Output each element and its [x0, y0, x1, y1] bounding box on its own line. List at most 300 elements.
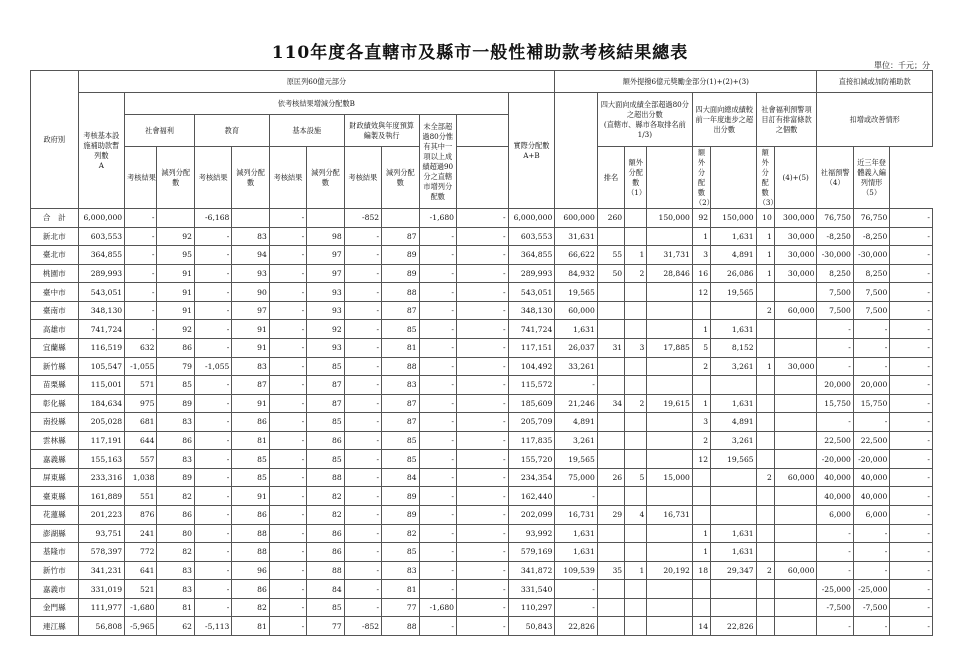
cell-e2: 1,631	[711, 320, 757, 339]
cell-s45: -25,000	[817, 580, 853, 599]
cell-e1: 31,731	[647, 246, 693, 265]
cell-s45: -30,000	[817, 246, 853, 265]
cell-fa: -	[419, 338, 456, 357]
cell-n90: -	[456, 227, 508, 246]
table-row	[31, 598, 933, 617]
cell-name: 嘉義縣	[31, 450, 79, 469]
cell-cw	[756, 543, 774, 562]
cell-e3	[774, 543, 817, 562]
cell-wa: -	[194, 543, 231, 562]
cell-s45: -	[817, 413, 853, 432]
cell-ex: 600,000	[555, 209, 598, 228]
cell-n90: -	[456, 524, 508, 543]
col-extra-total	[555, 93, 598, 209]
cell-name: 澎湖縣	[31, 524, 79, 543]
cell-c80	[597, 450, 624, 469]
cell-act: 341,872	[508, 561, 555, 580]
cell-wa: -	[194, 376, 231, 395]
cell-ws: 92	[157, 227, 194, 246]
cell-a: 205,028	[78, 413, 125, 432]
cell-e3	[774, 487, 817, 506]
cell-cp: 2	[692, 431, 710, 450]
cell-s45: -	[817, 524, 853, 543]
cell-e2: 26,086	[711, 264, 757, 283]
cell-ex: 31,631	[555, 227, 598, 246]
col-education: 教育	[194, 115, 269, 147]
cell-fs: 81	[382, 338, 419, 357]
cell-e2: 1,631	[711, 394, 757, 413]
cell-es: 91	[232, 338, 269, 357]
cell-e1	[647, 413, 693, 432]
cell-is: 93	[307, 301, 344, 320]
cell-c80: 35	[597, 561, 624, 580]
col-extra-3: 額外分配數（3）	[756, 147, 774, 209]
cell-e1: 16,731	[647, 506, 693, 525]
cell-name: 屏東縣	[31, 468, 79, 487]
cell-cw: 1	[756, 357, 774, 376]
cell-ia: -	[344, 450, 381, 469]
cell-wa: -	[194, 580, 231, 599]
cell-cp: 5	[692, 338, 710, 357]
cell-cp: 1	[692, 543, 710, 562]
cell-e1	[647, 450, 693, 469]
cell-cw	[756, 487, 774, 506]
cell-e2: 22,826	[711, 617, 757, 636]
cell-s4: -	[853, 320, 889, 339]
cell-e2: 1,631	[711, 227, 757, 246]
cell-ex: 4,891	[555, 413, 598, 432]
table-row	[31, 338, 933, 357]
cell-wa: -	[194, 431, 231, 450]
cell-n90: -	[456, 617, 508, 636]
cell-fs: 88	[382, 283, 419, 302]
cell-es: 81	[232, 431, 269, 450]
cell-b: 551	[125, 487, 157, 506]
cell-ia: -852	[344, 209, 381, 228]
cell-rk	[625, 543, 647, 562]
cell-c80	[597, 376, 624, 395]
cell-e3	[774, 450, 817, 469]
col-region: 政府別	[31, 71, 79, 209]
cell-s4: 40,000	[853, 468, 889, 487]
cell-act: 155,720	[508, 450, 555, 469]
cell-fs: 88	[382, 357, 419, 376]
cell-cw: 1	[756, 264, 774, 283]
cell-rk	[625, 413, 647, 432]
cell-fs: 88	[382, 617, 419, 636]
cell-wa: -6,168	[194, 209, 231, 228]
cell-ea: -	[269, 524, 306, 543]
cell-a: 105,547	[78, 357, 125, 376]
cell-s45: 40,000	[817, 487, 853, 506]
cell-c80	[597, 431, 624, 450]
cell-ex: -	[555, 487, 598, 506]
cell-wa: -	[194, 450, 231, 469]
cell-b: 521	[125, 580, 157, 599]
cell-ea: -	[269, 580, 306, 599]
cell-e3	[774, 283, 817, 302]
col-extra-2: 額外分配數（2）	[692, 147, 710, 209]
cell-s4: 7,500	[853, 301, 889, 320]
cell-name: 彰化縣	[31, 394, 79, 413]
cell-is: 85	[307, 450, 344, 469]
cell-cw	[756, 450, 774, 469]
cell-ws: 83	[157, 413, 194, 432]
cell-act: 115,572	[508, 376, 555, 395]
cell-ia: -	[344, 413, 381, 432]
cell-a: 364,855	[78, 246, 125, 265]
cell-fa: -1,680	[419, 209, 456, 228]
table-row	[31, 617, 933, 636]
cell-s45: -8,250	[817, 227, 853, 246]
cell-fs: 87	[382, 394, 419, 413]
cell-cw	[756, 506, 774, 525]
table-body	[31, 209, 933, 636]
cell-name: 高雄市	[31, 320, 79, 339]
cell-rk	[625, 301, 647, 320]
cell-ia: -	[344, 524, 381, 543]
cell-es: 90	[232, 283, 269, 302]
cell-ex: 26,037	[555, 338, 598, 357]
table-row	[31, 357, 933, 376]
cell-cw	[756, 283, 774, 302]
cell-c80: 26	[597, 468, 624, 487]
table-row	[31, 524, 933, 543]
cell-ea: -	[269, 227, 306, 246]
cell-rk	[625, 431, 647, 450]
cell-wa: -	[194, 524, 231, 543]
cell-b: 644	[125, 431, 157, 450]
cell-ea: -	[269, 450, 306, 469]
cell-wa: -	[194, 227, 231, 246]
cell-s5: -	[890, 246, 933, 265]
cell-rk	[625, 209, 647, 228]
cell-e1	[647, 320, 693, 339]
cell-ex: 3,261	[555, 431, 598, 450]
cell-is: 77	[307, 617, 344, 636]
cell-is: 97	[307, 264, 344, 283]
cell-e2: 3,261	[711, 357, 757, 376]
cell-act: 162,440	[508, 487, 555, 506]
table-row	[31, 376, 933, 395]
cell-fs: 89	[382, 506, 419, 525]
cell-ea: -	[269, 246, 306, 265]
cell-b: -	[125, 227, 157, 246]
cell-ia: -	[344, 543, 381, 562]
cell-cw: 10	[756, 209, 774, 228]
cell-a: 6,000,000	[78, 209, 125, 228]
cell-ia: -	[344, 561, 381, 580]
cell-ex: 19,565	[555, 450, 598, 469]
cell-ex: 33,261	[555, 357, 598, 376]
cell-is: 98	[307, 227, 344, 246]
cell-e3: 30,000	[774, 264, 817, 283]
cell-n90: -	[456, 338, 508, 357]
cell-s4: -	[853, 524, 889, 543]
cell-e2: 29,347	[711, 561, 757, 580]
cell-s5: -	[890, 617, 933, 636]
cell-ea: -	[269, 543, 306, 562]
cell-e3	[774, 338, 817, 357]
col-infrastructure: 基本設施	[269, 115, 344, 147]
cell-c80	[597, 283, 624, 302]
cell-fs: 84	[382, 468, 419, 487]
cell-ex: 19,565	[555, 283, 598, 302]
cell-ia: -	[344, 227, 381, 246]
cell-s4: -	[853, 413, 889, 432]
cell-is	[307, 209, 344, 228]
cell-rk: 4	[625, 506, 647, 525]
cell-n90: -	[456, 209, 508, 228]
col-rank: 排名	[597, 147, 624, 209]
cell-es: 83	[232, 357, 269, 376]
cell-e2: 19,565	[711, 283, 757, 302]
cell-s5: -	[890, 487, 933, 506]
table-row	[31, 543, 933, 562]
cell-rk: 3	[625, 338, 647, 357]
cell-s45: -20,000	[817, 450, 853, 469]
cell-ea: -	[269, 264, 306, 283]
cell-e1	[647, 431, 693, 450]
table-row	[31, 450, 933, 469]
cell-cp: 12	[692, 283, 710, 302]
cell-cw	[756, 338, 774, 357]
cell-cw: 1	[756, 227, 774, 246]
cell-s4: 6,000	[853, 506, 889, 525]
cell-fa: -	[419, 524, 456, 543]
cell-b: 632	[125, 338, 157, 357]
cell-es: 91	[232, 320, 269, 339]
cell-s4: -	[853, 357, 889, 376]
cell-ex: 1,631	[555, 320, 598, 339]
cell-rk	[625, 598, 647, 617]
cell-name: 宜蘭縣	[31, 338, 79, 357]
cell-rk: 5	[625, 468, 647, 487]
cell-e3: 30,000	[774, 357, 817, 376]
cell-n90: -	[456, 450, 508, 469]
cell-e2: 3,261	[711, 431, 757, 450]
cell-b: 241	[125, 524, 157, 543]
cell-s5: -	[890, 450, 933, 469]
group-four-prev: 四大面向總成績較前一年度進步之超出分數	[692, 93, 756, 147]
cell-s5: -	[890, 468, 933, 487]
cell-n90: -	[456, 301, 508, 320]
cell-n90: -	[456, 561, 508, 580]
cell-act: 741,724	[508, 320, 555, 339]
cell-e2	[711, 506, 757, 525]
cell-act: 579,169	[508, 543, 555, 562]
cell-act: 185,609	[508, 394, 555, 413]
cell-e2: 4,891	[711, 413, 757, 432]
cell-act: 117,151	[508, 338, 555, 357]
cell-a: 115,001	[78, 376, 125, 395]
cell-is: 85	[307, 357, 344, 376]
cell-rk	[625, 357, 647, 376]
col-not-all-80: 未全部超過80分惟有其中一項以上成績超過90分之直轄市增列分配數	[419, 115, 456, 209]
cell-ex: -	[555, 580, 598, 599]
cell-es	[232, 209, 269, 228]
cell-fs: 85	[382, 450, 419, 469]
cell-e1: 19,615	[647, 394, 693, 413]
cell-es: 82	[232, 598, 269, 617]
cell-s45: -	[817, 543, 853, 562]
cell-s5: -	[890, 561, 933, 580]
cell-s4: 20,000	[853, 376, 889, 395]
cell-s45: 7,500	[817, 301, 853, 320]
table-row	[31, 283, 933, 302]
page-title: 110年度各直轄市及縣市一般性補助款考核結果總表	[271, 43, 689, 63]
cell-es: 91	[232, 394, 269, 413]
cell-s5: -	[890, 413, 933, 432]
col-welfare-warn: 社福預警（4）	[817, 147, 853, 209]
cell-s5: -	[890, 301, 933, 320]
cell-fs	[382, 209, 419, 228]
results-table	[30, 70, 933, 636]
cell-cw	[756, 320, 774, 339]
cell-ia: -	[344, 376, 381, 395]
cell-e3: 60,000	[774, 468, 817, 487]
cell-ws: 83	[157, 561, 194, 580]
cell-e1	[647, 357, 693, 376]
cell-fa: -1,680	[419, 598, 456, 617]
cell-a: 233,316	[78, 468, 125, 487]
cell-is: 87	[307, 376, 344, 395]
cell-s45: 7,500	[817, 283, 853, 302]
cell-is: 86	[307, 524, 344, 543]
cell-ea: -	[269, 283, 306, 302]
cell-n90: -	[456, 431, 508, 450]
cell-a: 116,519	[78, 338, 125, 357]
cell-ws: 79	[157, 357, 194, 376]
cell-ws: 82	[157, 543, 194, 562]
table-row	[31, 487, 933, 506]
cell-cp: 92	[692, 209, 710, 228]
cell-s4: 7,500	[853, 283, 889, 302]
cell-is: 92	[307, 320, 344, 339]
cell-act: 93,992	[508, 524, 555, 543]
cell-e1: 15,000	[647, 468, 693, 487]
cell-s4: 76,750	[853, 209, 889, 228]
cell-is: 93	[307, 338, 344, 357]
cell-ws: 62	[157, 617, 194, 636]
table-row	[31, 506, 933, 525]
cell-c80: 31	[597, 338, 624, 357]
cell-c80	[597, 580, 624, 599]
col-blank	[711, 147, 757, 209]
cell-b: -5,965	[125, 617, 157, 636]
table-row	[31, 227, 933, 246]
cell-ws: 91	[157, 264, 194, 283]
cell-s5: -	[890, 543, 933, 562]
group-reduce-add: 扣增或改善情形	[817, 93, 933, 147]
table-row	[31, 209, 933, 228]
cell-cp: 3	[692, 246, 710, 265]
cell-cp: 2	[692, 357, 710, 376]
cell-fa: -	[419, 543, 456, 562]
cell-cp: 1	[692, 320, 710, 339]
cell-fs: 87	[382, 301, 419, 320]
table-row	[31, 580, 933, 599]
cell-cp	[692, 376, 710, 395]
cell-act: 331,540	[508, 580, 555, 599]
cell-cp: 1	[692, 524, 710, 543]
cell-ex: -	[555, 598, 598, 617]
cell-ea: -	[269, 487, 306, 506]
cell-s45: 6,000	[817, 506, 853, 525]
cell-wa: -1,055	[194, 357, 231, 376]
group-adjust: 依考核結果增減分配數B	[125, 93, 508, 115]
cell-es: 81	[232, 617, 269, 636]
cell-ws: 89	[157, 468, 194, 487]
cell-e1	[647, 376, 693, 395]
cell-e3: 30,000	[774, 246, 817, 265]
col-score: 考核結果	[125, 147, 157, 209]
cell-e3	[774, 431, 817, 450]
table-row	[31, 561, 933, 580]
cell-act: 202,099	[508, 506, 555, 525]
cell-s4: -	[853, 617, 889, 636]
cell-s4: 22,500	[853, 431, 889, 450]
cell-rk	[625, 487, 647, 506]
table-row	[31, 264, 933, 283]
cell-ex: 60,000	[555, 301, 598, 320]
cell-s45: -	[817, 338, 853, 357]
cell-ia: -	[344, 320, 381, 339]
cell-s45: 20,000	[817, 376, 853, 395]
cell-cw	[756, 394, 774, 413]
cell-s5: -	[890, 431, 933, 450]
cell-b: 557	[125, 450, 157, 469]
cell-fs: 81	[382, 580, 419, 599]
cell-act: 117,835	[508, 431, 555, 450]
cell-e1	[647, 301, 693, 320]
cell-e2	[711, 487, 757, 506]
cell-ex: 21,246	[555, 394, 598, 413]
unit-label: 單位：千元；分	[874, 61, 930, 70]
cell-wa: -	[194, 561, 231, 580]
cell-n90: -	[456, 320, 508, 339]
cell-n90: -	[456, 376, 508, 395]
cell-a: 155,163	[78, 450, 125, 469]
cell-fa: -	[419, 320, 456, 339]
cell-e2: 1,631	[711, 543, 757, 562]
cell-rk	[625, 283, 647, 302]
cell-e3: 30,000	[774, 227, 817, 246]
cell-name: 基隆市	[31, 543, 79, 562]
cell-s5: -	[890, 376, 933, 395]
cell-cp: 16	[692, 264, 710, 283]
cell-n90: -	[456, 246, 508, 265]
cell-s45: -	[817, 561, 853, 580]
cell-c80: 50	[597, 264, 624, 283]
cell-cp	[692, 468, 710, 487]
cell-name: 花蓮縣	[31, 506, 79, 525]
cell-fa: -	[419, 450, 456, 469]
cell-fs: 83	[382, 561, 419, 580]
cell-n90: -	[456, 357, 508, 376]
cell-name: 南投縣	[31, 413, 79, 432]
cell-fa: -	[419, 376, 456, 395]
cell-wa: -5,113	[194, 617, 231, 636]
cell-act: 50,843	[508, 617, 555, 636]
cell-name: 苗栗縣	[31, 376, 79, 395]
cell-fa: -	[419, 580, 456, 599]
cell-e3	[774, 394, 817, 413]
cell-n90: -	[456, 394, 508, 413]
cell-ea: -	[269, 598, 306, 617]
cell-ea: -	[269, 338, 306, 357]
cell-cp: 12	[692, 450, 710, 469]
